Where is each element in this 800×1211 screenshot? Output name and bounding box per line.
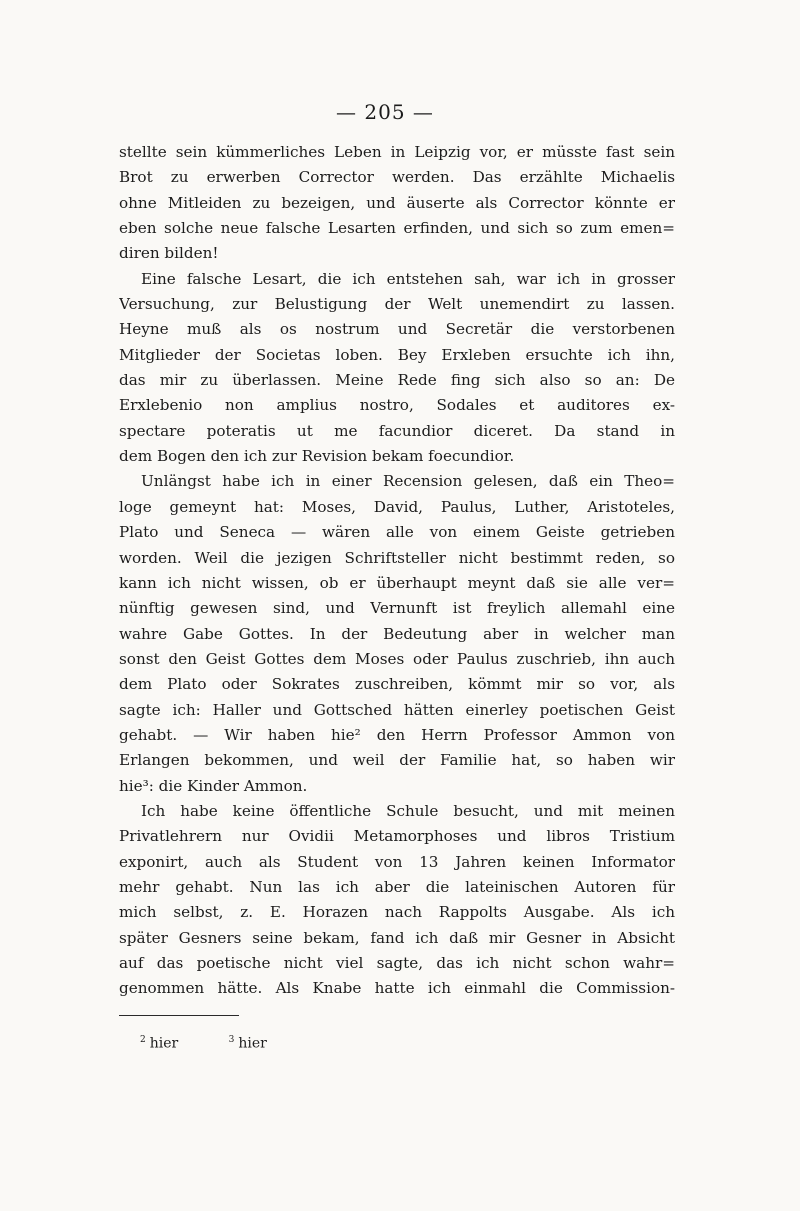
- text-line: nünftig gewesen sind, und Vernunft ist freylich allemahl eine: [119, 599, 675, 618]
- text-line: Privatlehrern nur Ovidii Metamorphoses und libros Tristium: [119, 827, 675, 846]
- text-line: hie³: die Kinder Ammon.: [119, 776, 308, 795]
- text-line: auf das poetische nicht viel sagte, das ich nicht schon wahr=: [119, 954, 675, 972]
- text-line: sonst den Geist Gottes dem Moses oder Paulus zuschrieb, ihn auch: [119, 649, 675, 668]
- text-line: sagte ich: Haller und Gottsched hätten einerley poetischen Geist: [119, 700, 675, 719]
- footnote-text: hier: [149, 1035, 179, 1052]
- text-line: später Gesners seine bekam, fand ich daß mir Gesner in Absicht: [119, 928, 675, 947]
- footnote-rule: [119, 1015, 239, 1016]
- text-line: worden. Weil die jezigen Schriftsteller nicht bestimmt reden, so: [119, 548, 675, 567]
- footnote: [229, 1035, 267, 1052]
- text-line: das mir zu überlassen. Meine Rede fing sich also so an: De: [119, 371, 675, 390]
- text-line: spectare poteratis ut me facundior diceret. Da stand in: [119, 421, 675, 440]
- text-line: Eine falsche Lesart, die ich entstehen sah, war ich in grosser: [141, 269, 675, 288]
- text-line: gehabt. — Wir haben hie² den Herrn Professor Ammon von: [119, 725, 675, 744]
- text-line: Erlangen bekommen, und weil der Familie hat, so haben wir: [119, 751, 675, 770]
- footnote-mark: 3: [228, 1035, 235, 1045]
- footnote-text: hier: [238, 1035, 267, 1052]
- text-line: mehr gehabt. Nun las ich aber die lateinischen Autoren für: [119, 877, 675, 896]
- footnote: [140, 1035, 178, 1052]
- text-line: Versuchung, zur Belustigung der Welt unemendirt zu lassen.: [119, 295, 675, 314]
- text-line: Erxlebenio non amplius nostro, Sodales et auditores ex-: [119, 396, 675, 415]
- body-text: [119, 140, 675, 1002]
- text-line: exponirt, auch als Student von 13 Jahren keinen Informator: [119, 852, 675, 871]
- text-line: loge gemeynt hat: Moses, David, Paulus, Luther, Aristoteles,: [119, 497, 675, 516]
- text-line: stellte sein kümmerliches Leben in Leipzig vor, er müsste fast sein: [119, 143, 675, 161]
- text-line: kann ich nicht wissen, ob er überhaupt meynt daß sie alle ver=: [119, 573, 675, 592]
- text-line: genommen hätte. Als Knabe hatte ich einmahl die Commission-: [119, 979, 675, 998]
- text-line: eben solche neue falsche Lesarten erfinden, und sich so zum emen=: [119, 219, 675, 238]
- text-line: Mitglieder der Societas loben. Bey Erxleben ersuchte ich ihn,: [119, 345, 675, 364]
- footnotes: [140, 1035, 313, 1052]
- text-line: dem Bogen den ich zur Revision bekam foecundior.: [119, 447, 515, 466]
- text-line: Heyne muß als os nostrum und Secretär die verstorbenen: [119, 320, 675, 339]
- text-line: mich selbst, z. E. Horazen nach Rappolts Ausgabe. Als ich: [119, 903, 675, 922]
- text-line: dem Plato oder Sokrates zuschreiben, kömmt mir so vor, als: [119, 675, 675, 694]
- text-line: ohne Mitleiden zu bezeigen, und äuserte als Corrector könnte er: [119, 193, 675, 212]
- text-line: Brot zu erwerben Corrector werden. Das erzählte Michaelis: [119, 168, 675, 187]
- text-line: Plato und Seneca — wären alle von einem Geiste getrieben: [119, 523, 675, 542]
- footnote-mark: 2: [140, 1035, 146, 1045]
- text-line: diren bilden!: [119, 244, 219, 263]
- page-number: — 205 —: [336, 100, 434, 124]
- text-line: Ich habe keine öffentliche Schule besucht, und mit meinen: [141, 801, 675, 820]
- text-line: Unlängst habe ich in einer Recension gelesen, daß ein Theo=: [141, 472, 675, 491]
- text-line: wahre Gabe Gottes. In der Bedeutung aber in welcher man: [119, 624, 675, 643]
